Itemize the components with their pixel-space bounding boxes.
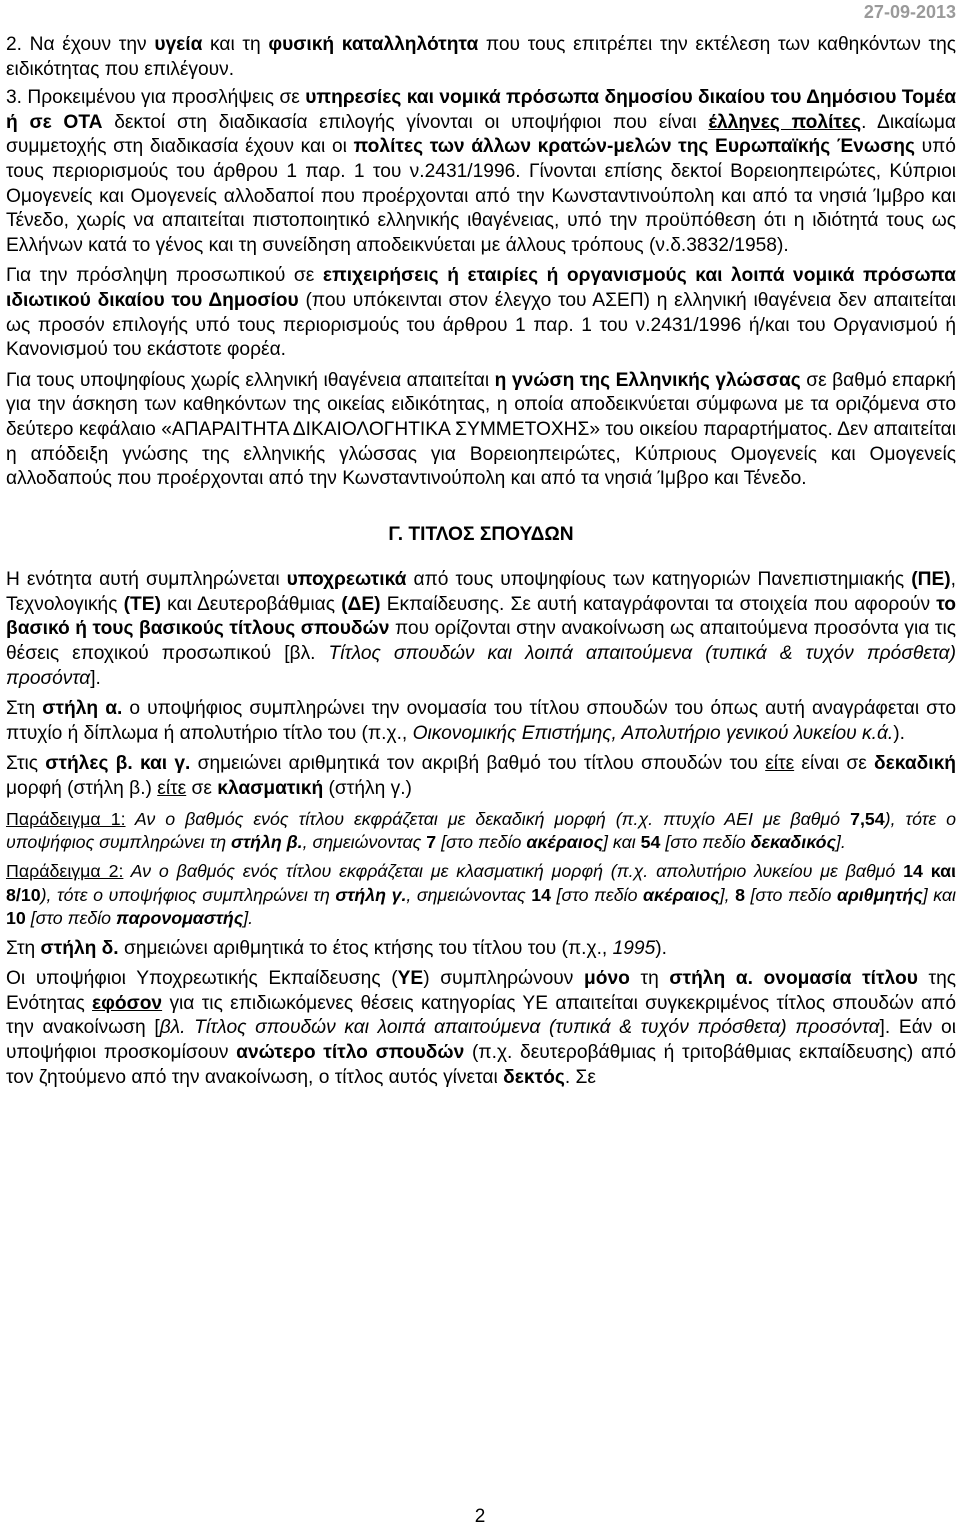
text-run: και τη: [202, 34, 269, 55]
text-run: [στο πεδίο: [744, 884, 837, 905]
text-run: ].: [835, 832, 846, 853]
header-date: 27-09-2013: [863, 2, 956, 22]
text-run: ).: [893, 722, 905, 744]
text-run: [στο πεδίο: [25, 908, 116, 929]
text-run: υγεία: [154, 34, 203, 55]
text-run: ]. Εάν οι υποψήφιοι προσκομίσουν: [6, 1017, 956, 1064]
text-run: Για την πρόσληψη προσωπικού σε: [6, 265, 323, 287]
text-run: (ΠΕ): [911, 569, 951, 591]
text-run: στήλη β.: [231, 832, 303, 853]
text-run: αριθμητής: [836, 884, 923, 905]
text-run: ΥΕ: [397, 968, 424, 990]
text-run: σημειώνει αριθμητικά τον ακριβή βαθμό του τίτλου σπουδών του: [190, 753, 766, 775]
paragraph-greek-language-requirement: [6, 369, 956, 492]
text-run: για τις επιδιωκόμενες θέσεις κατηγορίας ΥΕ απαιτείται συγκεκριμένος τίτλος σπουδών από την ανακοίνωση [: [6, 992, 956, 1039]
text-run: Στη: [6, 698, 43, 720]
text-run: 2. Να έχουν την: [6, 34, 155, 55]
text-run: της Ενότητας: [6, 968, 956, 1014]
text-run: 1995: [612, 937, 656, 959]
text-run: τη: [629, 968, 670, 990]
text-run: 14 και 8/10: [6, 861, 956, 905]
text-run: βλ. Τίτλος σπουδών και λοιπά απαιτούμενα (τυπικά & τυχόν πρόσθετα) προσόντα: [159, 1017, 880, 1039]
text-run: Οικονομικής Επιστήμης, Απολυτήριο γενικού λυκείου κ.ά.: [412, 722, 894, 744]
document-body: [6, 33, 956, 1090]
paragraph-citizenship-public-sector: [6, 86, 956, 258]
text-run: Η ενότητα αυτή συμπληρώνεται: [6, 569, 287, 591]
paragraph-column-a: [6, 697, 956, 746]
text-run: [στο πεδίο: [436, 832, 527, 853]
text-run: 3. Προκειμένου για προσλήψεις σε: [6, 87, 306, 109]
text-run: 7: [426, 832, 437, 853]
section-title-education: Γ. ΤΙΤΛΟΣ ΣΠΟΥΔΩΝ: [388, 523, 574, 545]
text-run: . Σε: [564, 1066, 596, 1088]
paragraph-health-requirement: [6, 33, 956, 82]
paragraph-columns-b-c: [6, 752, 956, 801]
text-run: Αν ο βαθμός ενός τίτλου εκφράζεται με δεκαδική μορφή (π.χ. πτυχίο ΑΕΙ με βαθμό: [125, 808, 851, 829]
page-number: 2: [474, 1506, 486, 1527]
text-run: κλασματική: [217, 778, 324, 800]
text-run: Στη: [6, 937, 41, 959]
text-run: μόνο: [584, 968, 630, 990]
text-run: (ΤΕ): [123, 593, 161, 615]
text-run: σημειώνει αριθμητικά το έτος κτήσης του τίτλου του (π.χ.,: [118, 937, 613, 959]
text-run: δεκτοί στη διαδικασία επιλογής γίνονται οι υποψήφιοι που είναι: [102, 111, 709, 133]
text-run: Οι υποψήφιοι Υποχρεωτικής Εκπαίδευσης (: [6, 968, 398, 990]
text-run: 10: [6, 908, 26, 929]
text-run: ] και: [603, 832, 641, 853]
text-run: , σημειώνοντας: [406, 884, 532, 905]
paragraph-example-2: [6, 860, 956, 930]
text-run: στήλη α.: [42, 698, 123, 720]
text-run: η γνώση της Ελληνικής γλώσσας: [494, 369, 801, 391]
text-run: στήλες β. και γ.: [45, 753, 191, 775]
text-run: φυσική καταλληλότητα: [268, 34, 479, 55]
text-run: , σημειώνοντας: [302, 832, 427, 853]
text-run: στήλη γ.: [335, 884, 407, 905]
text-run: στήλη δ.: [40, 937, 119, 959]
text-run: πολίτες των άλλων κρατών-μελών της Ευρωπαϊκής Ένωσης: [353, 136, 915, 158]
text-run: είναι σε: [794, 753, 875, 775]
text-run: . Δικαίωμα συμμετοχής στη διαδικασία έχουν και οι: [6, 111, 956, 158]
text-run: σε βαθμό επαρκή για την άσκηση των καθηκόντων της οικείας ειδικότητας, η οποία αποδεικνύεται σύμφωνα με τα οριζόμενα στο δεύτερο κεφάλαιο «ΑΠΑΡΑΙΤΗΤΑ ΔΙΚΑΙΟΛΟΓΗΤΙΚΑ ΣΥΜΜΕΤΟΧΗΣ» του οικείου παραρτήματος. Δεν απαιτείται η απόδειξη γνώσης της ελληνικής γλώσσας για Βορειοηπειρώτες, Κύπριους Ομογενείς και Ομογενείς αλλοδαπούς που προέρχονται από την Κωνσταντινούπολη και από τα νησιά Ίμβρο και Τένεδο.: [6, 369, 956, 490]
text-run: υπό τους περιορισμούς του άρθρου 1 παρ. 1 του ν.2431/1996. Γίνονται επίσης δεκτοί Βορειοηπειρώτες, Κύπριοι Ομογενείς και Ομογενείς αλλοδαποί που προέρχονται από την Κωνσταντινούπολη και από τα νησιά Ίμβρο και Τένεδο, χωρίς να απαιτείται πιστοποιητικό ελληνικής ιθαγένειας, υπό την προϋπόθεση ότι η ιδιότητά τους ως Ελλήνων κατά το γένος και τη συνείδηση αποδεικνύεται με άλλους τρόπους (ν.δ.3832/1958).: [6, 136, 956, 256]
text-run: (στήλη γ.): [323, 778, 412, 800]
text-run: 7,54: [850, 808, 885, 829]
text-run: ακέραιος: [526, 832, 604, 853]
text-run: Παράδειγμα 1:: [6, 808, 126, 829]
text-run: (π.χ. δευτεροβάθμιας ή τριτοβάθμιας εκπαίδευσης) από τον ζητούμενο από την ανακοίνωση, ο τίτλος αυτός γίνεται: [6, 1042, 956, 1088]
text-run: ] και: [922, 884, 956, 905]
text-run: Αν ο βαθμός ενός τίτλου εκφράζεται με κλασματική μορφή (π.χ. απολυτήριο λυκείου με βαθμό: [123, 861, 904, 882]
text-run: παρονομαστής: [116, 908, 244, 929]
text-run: σε: [186, 778, 218, 800]
text-run: ακέραιος: [642, 884, 720, 905]
text-run: ],: [719, 884, 736, 905]
text-run: ).: [655, 937, 667, 959]
text-run: (ΔΕ): [341, 593, 381, 615]
text-run: εφόσον: [92, 992, 163, 1014]
paragraph-example-1: [6, 808, 956, 855]
text-run: ), τότε ο υποψήφιος συμπληρώνει τη: [40, 884, 336, 905]
text-run: Τίτλος σπουδών και λοιπά απαιτούμενα (τυπικά & τυχόν πρόσθετα) προσόντα: [6, 643, 956, 689]
text-run: 54: [640, 832, 661, 853]
text-run: από τους υποψηφίους των κατηγοριών Πανεπιστημιακής: [406, 569, 912, 591]
paragraph-citizenship-private-law: [6, 264, 956, 362]
text-run: [στο πεδίο: [551, 884, 643, 905]
text-run: που τους επιτρέπει την εκτέλεση των καθηκόντων της ειδικότητας που επιλέγουν.: [6, 34, 956, 80]
text-run: Για τους υποψηφίους χωρίς ελληνική ιθαγένεια απαιτείται: [6, 369, 495, 391]
paragraph-column-d: [6, 937, 956, 962]
text-run: είτε: [765, 753, 795, 775]
text-run: ανώτερο τίτλο σπουδών: [236, 1042, 465, 1064]
text-run: 8: [735, 884, 745, 905]
text-run: που ορίζονται στην ανακοίνωση ως απαιτούμενα προσόντα για τις θέσεις εποχικού προσωπικού [βλ.: [6, 618, 956, 665]
paragraph-education-section-intro: [6, 568, 956, 691]
text-run: ), τότε ο υποψήφιος συμπληρώνει τη: [6, 808, 956, 853]
text-run: υποχρεωτικά: [286, 569, 407, 591]
text-run: (που υπόκεινται στον έλεγχο του ΑΣΕΠ) η ελληνική ιθαγένεια δεν απαιτείται ως προσόν επιλογής υπό τους περιορισμούς του άρθρου 1 παρ. 1 του ν.2431/1996 ή/και του Οργανισμού ή Κανονισμού του εκάστοτε φορέα.: [6, 289, 957, 361]
text-run: ) συμπληρώνουν: [423, 968, 584, 990]
text-run: ο υποψήφιος συμπληρώνει την ονομασία του τίτλου σπουδών του όπως αυτή αναγράφεται στο πτυχίο ή δίπλωμα ή απολυτήριο τίτλο του (π.χ.,: [6, 698, 956, 744]
text-run: είτε: [157, 778, 187, 800]
text-run: 14: [531, 884, 551, 905]
text-run: το βασικό ή τους βασικούς τίτλους σπουδών: [6, 593, 956, 640]
text-run: ].: [243, 908, 254, 929]
text-run: , Τεχνολογικής: [6, 569, 956, 615]
text-run: στήλη α. ονομασία τίτλου: [669, 968, 918, 990]
text-run: υπηρεσίες και νομικά πρόσωπα δημοσίου δικαίου του Δημόσιου Τομέα ή σε ΟΤΑ: [6, 87, 956, 133]
text-run: επιχειρήσεις ή εταιρίες ή οργανισμούς και λοιπά νομικά πρόσωπα ιδιωτικού δικαίου του Δημοσίου: [6, 265, 956, 311]
text-run: ].: [90, 667, 101, 689]
text-run: έλληνες πολίτες: [708, 111, 862, 133]
text-run: [στο πεδίο: [660, 832, 751, 853]
text-run: Εκπαίδευσης. Σε αυτή καταγράφονται τα στοιχεία που αφορούν: [380, 593, 937, 615]
text-run: δεκαδική: [874, 753, 957, 775]
text-run: δεκτός: [503, 1066, 565, 1088]
text-run: μορφή (στήλη β.): [6, 778, 158, 800]
text-run: και Δευτεροβάθμιας: [160, 593, 342, 615]
text-run: Στις: [6, 753, 46, 775]
text-run: Παράδειγμα 2:: [6, 861, 124, 882]
paragraph-compulsory-education: [6, 967, 956, 1090]
text-run: δεκαδικός: [750, 832, 836, 853]
